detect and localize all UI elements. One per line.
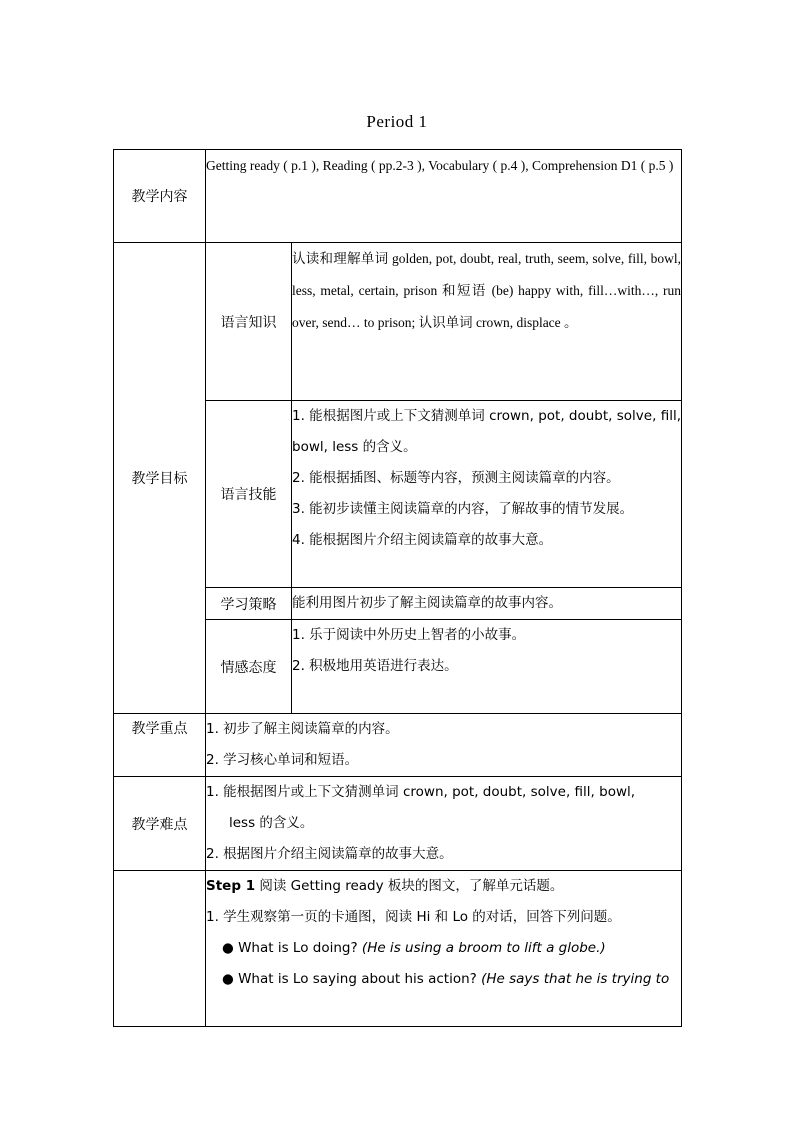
procedure-label-cell xyxy=(114,871,206,1027)
answer-text: (He is using a broom to lift a globe.) xyxy=(361,940,606,956)
list-item: 2. 能根据插图、标题等内容，预测主阅读篇章的内容。 xyxy=(292,470,620,486)
knowledge-words: golden, pot, doubt, real, truth, seem, solve, fill, bowl, less, metal, certain, prison xyxy=(292,251,682,298)
list-item: 2. 学习核心单词和短语。 xyxy=(206,752,359,768)
objectives-label: 教学目标 xyxy=(114,243,206,714)
content-row xyxy=(114,150,682,243)
step-heading xyxy=(206,871,681,902)
difficulties-row xyxy=(114,777,682,871)
knowledge-phrases: (be) happy with, fill…with…, run over, send… to prison; xyxy=(292,283,681,330)
knowledge-extra-words: crown, displace xyxy=(475,315,561,330)
strategy-label: 学习策略 xyxy=(206,588,292,620)
lesson-plan-table xyxy=(113,149,682,1027)
knowledge-phrase-intro: 和短语 xyxy=(442,283,487,299)
skills-list xyxy=(292,401,682,588)
list-item: 1. 能根据图片或上下文猜测单词 crown, pot, doubt, solve, fill, bowl, less 的含义。 xyxy=(292,408,681,455)
page-title: Period 1 xyxy=(366,112,428,131)
difficulties-label: 教学难点 xyxy=(114,777,206,871)
step-instruction: 1. 学生观察第一页的卡通图，阅读 Hi 和 Lo 的对话，回答下列问题。 xyxy=(206,909,621,925)
list-item: 3. 能初步读懂主阅读篇章的内容，了解故事的情节发展。 xyxy=(292,501,634,517)
procedure-row xyxy=(114,871,682,1027)
knowledge-label: 语言知识 xyxy=(206,243,292,401)
list-item: 1. 初步了解主阅读篇章的内容。 xyxy=(206,721,399,737)
attitude-list xyxy=(292,620,682,714)
question-text: What is Lo saying about his action? xyxy=(238,971,477,987)
strategy-text: 能利用图片初步了解主阅读篇章的故事内容。 xyxy=(292,588,682,620)
knowledge-text xyxy=(292,243,682,401)
content-text-value: Getting ready ( p.1 ), Reading ( pp.2-3 ), Vocabulary ( p.4 ), Comprehension D1 ( p.5 ) xyxy=(206,158,674,173)
skills-label: 语言技能 xyxy=(206,401,292,588)
knowledge-intro: 认读和理解单词 xyxy=(292,251,389,267)
answer-text: (He says that he is trying to xyxy=(481,971,670,987)
key-points-row xyxy=(114,714,682,777)
step-text: 阅读 Getting ready 板块的图文，了解单元话题。 xyxy=(255,878,564,894)
procedure-text xyxy=(206,871,682,1027)
knowledge-extra-intro: 认识单词 xyxy=(418,315,473,331)
key-points-label: 教学重点 xyxy=(114,714,206,777)
objectives-knowledge-row xyxy=(114,243,682,401)
knowledge-end: 。 xyxy=(564,315,578,331)
content-label: 教学内容 xyxy=(114,150,206,243)
content-text xyxy=(206,150,682,243)
list-item: 2. 积极地用英语进行表达。 xyxy=(292,658,458,674)
question-item: ● What is Lo saying about his action? (He says that he is trying to xyxy=(222,971,670,987)
list-item: 2. 根据图片介绍主阅读篇章的故事大意。 xyxy=(206,846,453,862)
list-item-continuation: less 的含义。 xyxy=(229,815,314,831)
list-item: 1. 乐于阅读中外历史上智者的小故事。 xyxy=(292,627,526,643)
key-points-list xyxy=(206,714,682,777)
attitude-label: 情感态度 xyxy=(206,620,292,714)
question-item: ● What is Lo doing? (He is using a broom to lift a globe.) xyxy=(222,940,606,956)
list-item: 1. 能根据图片或上下文猜测单词 crown, pot, doubt, solve, fill, bowl, xyxy=(206,784,636,800)
step-label: Step 1 xyxy=(206,878,256,894)
list-item: 4. 能根据图片介绍主阅读篇章的故事大意。 xyxy=(292,532,553,548)
question-text: What is Lo doing? xyxy=(238,940,358,956)
difficulties-list xyxy=(206,777,682,871)
